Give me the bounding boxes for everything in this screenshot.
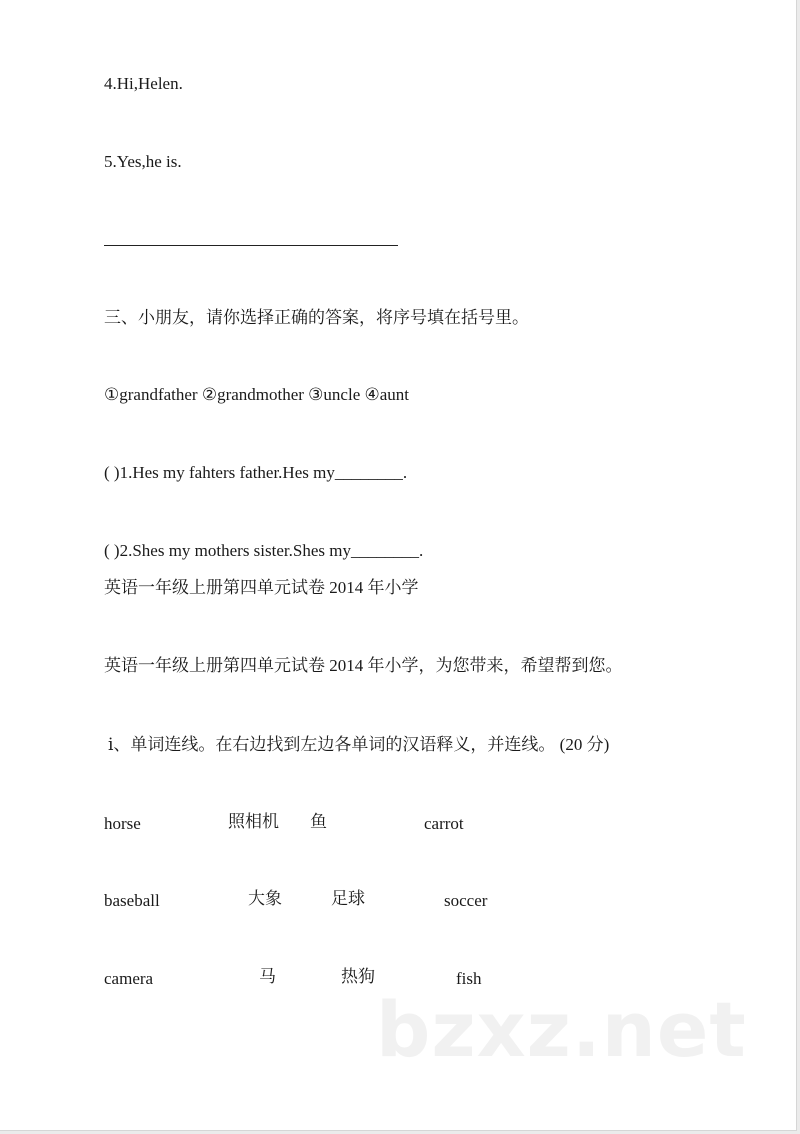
answer-line-5: 5.Yes,he is. <box>104 152 182 171</box>
match-word: fish <box>456 969 482 988</box>
match-meaning: 马 <box>259 967 276 986</box>
match-meaning: 热狗 <box>341 967 375 986</box>
section3-options: ①grandfather ②grandmother ③uncle ④aunt <box>104 385 409 404</box>
match-meaning: 鱼 <box>310 812 327 831</box>
question-1: ( )1.Hes my fahters father.Hes my________. <box>104 463 408 482</box>
match-word: carrot <box>424 814 464 833</box>
section3-heading: 三、小朋友，请你选择正确的答案，将序号填在括号里。 <box>104 308 529 327</box>
match-meaning: 大象 <box>248 889 282 908</box>
exam-intro: 英语一年级上册第四单元试卷 2014 年小学，为您带来，希望帮到您。 <box>104 656 623 675</box>
match-word: horse <box>104 814 141 833</box>
match-meaning: 足球 <box>331 889 365 908</box>
question-2: ( )2.Shes my mothers sister.Shes my________. <box>104 541 424 560</box>
part1-heading: ⅰ、单词连线。在右边找到左边各单词的汉语释义，并连线。 (20 分) <box>108 735 610 754</box>
match-word: camera <box>104 969 154 988</box>
answer-line-4: 4.Hi,Helen. <box>104 74 183 93</box>
watermark: bzxz.net <box>376 985 747 1074</box>
separator-rule <box>104 245 398 246</box>
match-meaning: 照相机 <box>228 812 279 831</box>
match-word: baseball <box>104 891 160 910</box>
match-word: soccer <box>444 891 488 910</box>
exam-title: 英语一年级上册第四单元试卷 2014 年小学 <box>104 578 419 597</box>
